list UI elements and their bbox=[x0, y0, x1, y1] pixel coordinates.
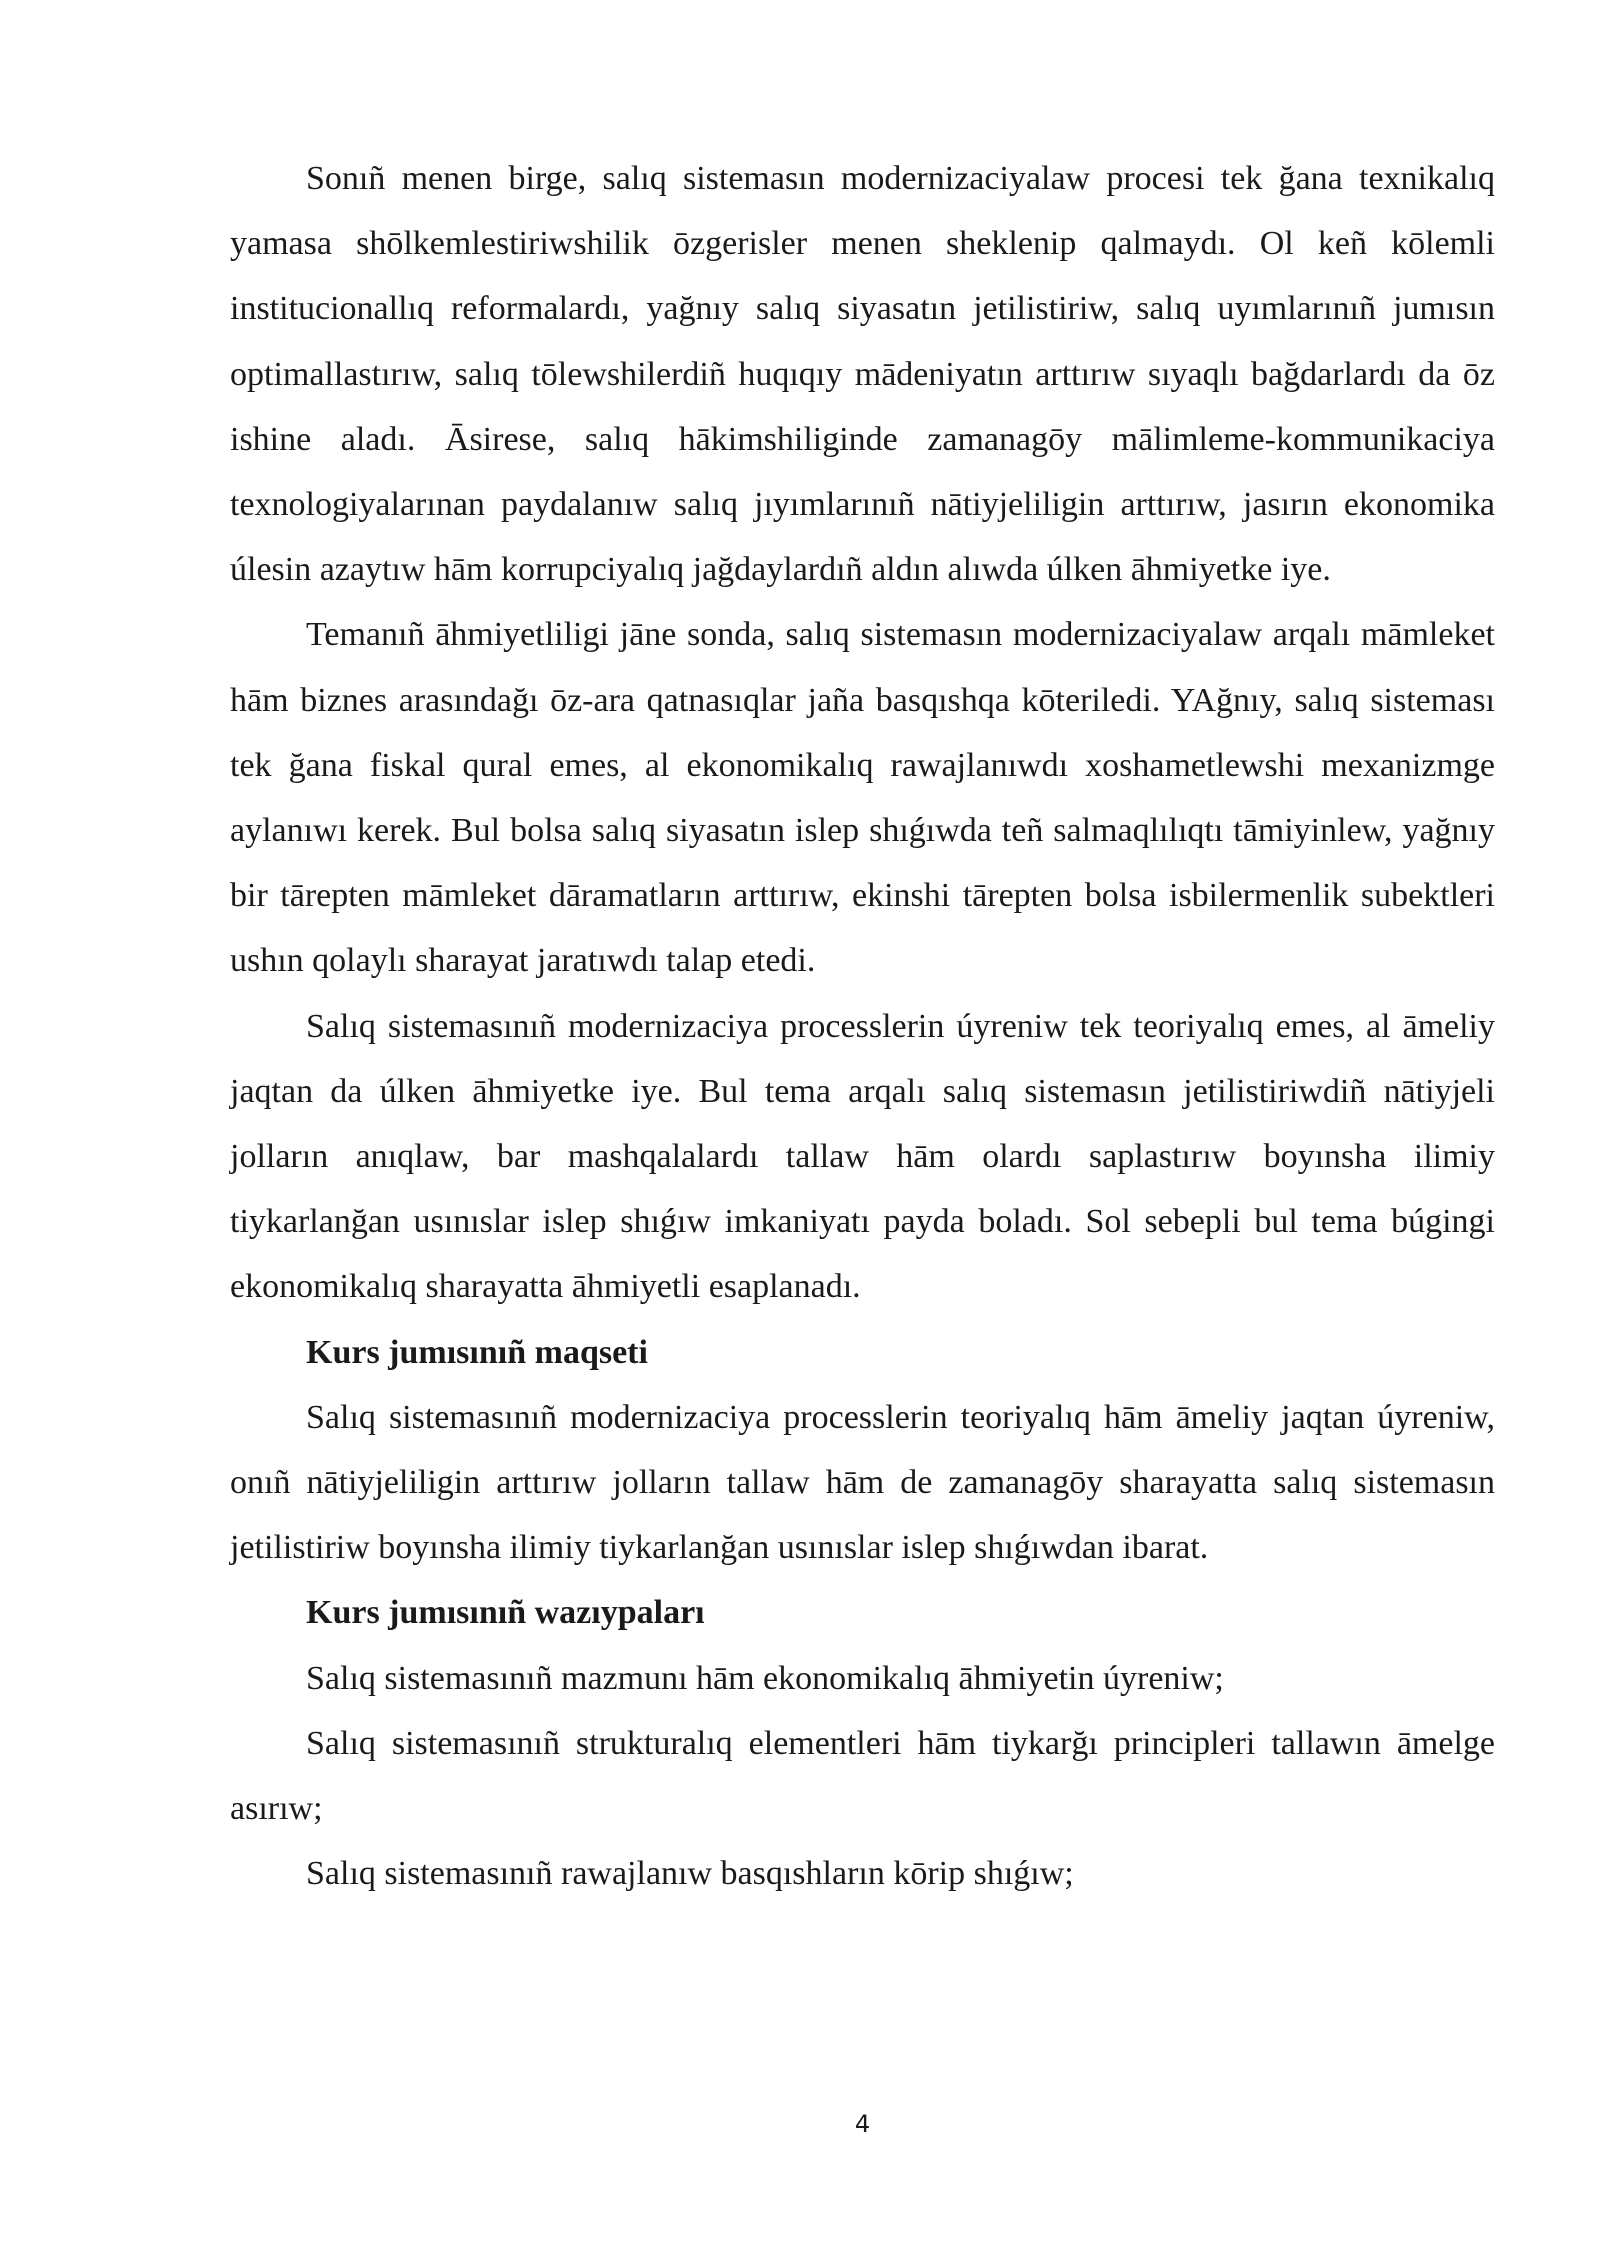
paragraph-significance: Salıq sistemasınıñ modernizaciya processlerin úyreniw tek teoriyalıq emes, al āmeliy jaqtan da úlken āhmiyetke iye. Bul tema arqalı salıq sistemasın jetilistiriwdiñ nātiyjeli jolların anıqlaw, bar mashqalalardı tallaw hām olardı saplastırıw boyınsha ilimiy tiykarlanğan usınıslar islep shıǵıw imkaniyatı payda boladı. Sol sebepli bul tema búgingi ekonomikalıq sharayatta āhmiyetli esaplanadı. bbox=[230, 1007, 1495, 1306]
paragraph-intro: Sonıñ menen birge, salıq sistemasın modernizaciyalaw procesi tek ğana texnikalıq yamasa shōlkemlestiriwshilik ōzgerisler menen sheklenip qalmaydı. Ol keñ kōlemli institucionallıq reformalardı, yağnıy salıq siyasatın jetilistiriw, salıq uyımlarınıñ jumısın optimallastırıw, salıq tōlewshilerdiñ huqıqıy mādeniyatın arttırıw sıyaqlı bağdarlardı da ōz ishine aladı. Āsirese, salıq hākimshiliginde zamanagōy mālimleme-kommunikaciya texnologiyalarınan paydalanıw salıq jıyımlarınıñ nātiyjeliligin arttırıw, jasırın ekonomika úlesin azaytıw hām korrupciyalıq jağdaylardıñ aldın alıwda úlken āhmiyetke iye. bbox=[230, 160, 1495, 589]
page-number: 4 bbox=[854, 2110, 871, 2138]
task-item: Salıq sistemasınıñ rawajlanıw basqıshların kōrip shıǵıw; bbox=[306, 1855, 1074, 1893]
document-page bbox=[230, 146, 1495, 1906]
goal-heading: Kurs jumısınıñ maqseti bbox=[306, 1333, 648, 1371]
paragraph-relevance: Temanıñ āhmiyetliligi jāne sonda, salıq sistemasın modernizaciyalaw arqalı māmleket hām biznes arasındağı ōz-ara qatnasıqlar jaña basqıshqa kōteriledi. YAğnıy, salıq sisteması tek ğana fiskal qural emes, al ekonomikalıq rawajlanıwdı xoshametlewshi mexanizmge aylanıwı kerek. Bul bolsa salıq siyasatın islep shıǵıwda teñ salmaqlılıqtı tāmiyinlew, yağnıy bir tārepten māmleket dāramatların arttırıw, ekinshi tārepten bolsa isbilermenlik subektleri ushın qolaylı sharayat jaratıwdı talap etedi. bbox=[230, 616, 1495, 980]
tasks-heading: Kurs jumısınıñ wazıypaları bbox=[306, 1594, 705, 1632]
task-item: Salıq sistemasınıñ strukturalıq elementleri hām tiykarğı principleri tallawın āmelge asırıw; bbox=[230, 1724, 1495, 1828]
goal-text: Salıq sistemasınıñ modernizaciya processlerin teoriyalıq hām āmeliy jaqtan úyreniw, onıñ nātiyjeliligin arttırıw jolların tallaw hām de zamanagōy sharayatta salıq sistemasın jetilistiriw boyınsha ilimiy tiykarlanğan usınıslar islep shıǵıwdan ibarat. bbox=[230, 1398, 1495, 1567]
task-item: Salıq sistemasınıñ mazmunı hām ekonomikalıq āhmiyetin úyreniw; bbox=[306, 1659, 1224, 1697]
